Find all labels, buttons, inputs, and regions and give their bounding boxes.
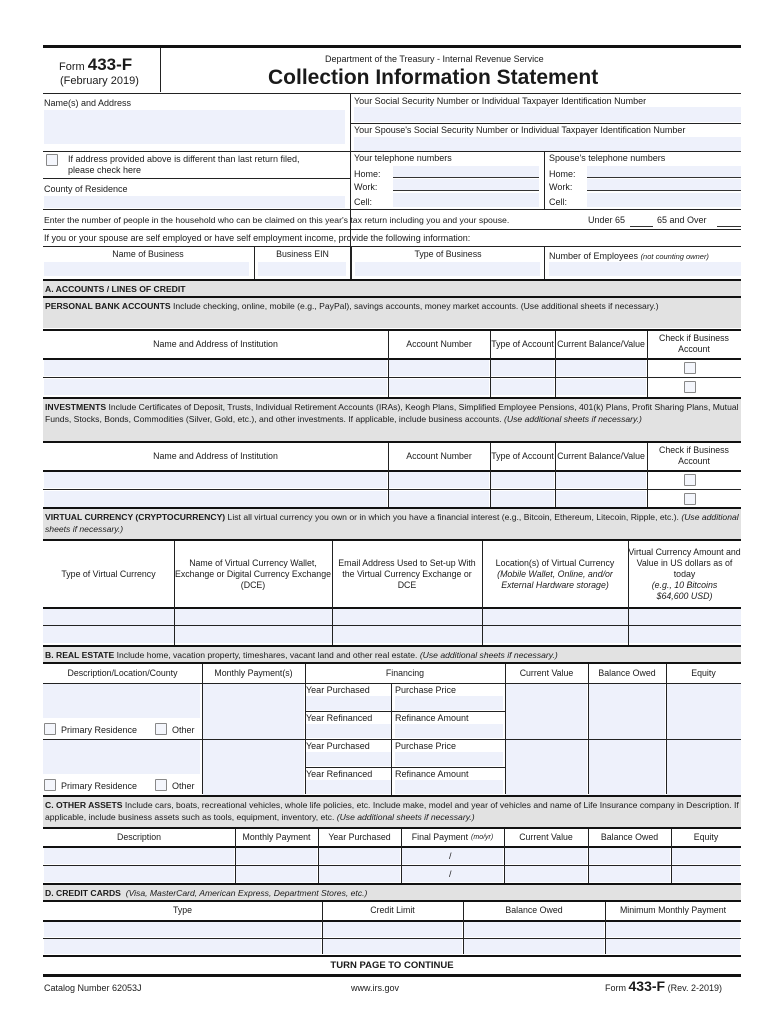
re-year-purchased-label: Year Purchased bbox=[306, 685, 370, 695]
re-year-refinanced-field[interactable] bbox=[306, 780, 391, 794]
date-slash: / bbox=[449, 851, 452, 861]
investments-header bbox=[43, 399, 741, 441]
cc-col-credit-limit: Credit Limit bbox=[370, 905, 415, 915]
spouse-cell-phone-field[interactable] bbox=[587, 193, 741, 207]
divider bbox=[43, 955, 741, 957]
divider bbox=[544, 151, 545, 209]
footer-form-prefix: Form bbox=[605, 983, 626, 993]
divider bbox=[43, 489, 741, 490]
cc-balance-owed-field[interactable] bbox=[464, 922, 604, 937]
oa-current-value-field[interactable] bbox=[505, 848, 587, 864]
address-check-label-2: please check here bbox=[68, 165, 142, 175]
divider bbox=[490, 331, 491, 397]
other-label: Other bbox=[172, 725, 195, 735]
re-year-purchased-field[interactable] bbox=[306, 696, 391, 710]
cc-col-balance-owed: Balance Owed bbox=[505, 905, 563, 915]
divider bbox=[318, 829, 319, 883]
oa-col-final-payment-label: Final Payment bbox=[411, 831, 469, 842]
re-col-financing: Financing bbox=[385, 667, 425, 678]
crypto-table bbox=[43, 541, 741, 645]
real-estate-table bbox=[43, 664, 741, 794]
divider bbox=[628, 541, 629, 645]
divider bbox=[202, 664, 203, 794]
ssn-label: Your Social Security Number or Individual Taxpayer Identification Number bbox=[354, 96, 647, 106]
re-year-purchased-label: Year Purchased bbox=[306, 741, 370, 751]
oa-col-final-payment bbox=[401, 829, 504, 845]
form-prefix: Form bbox=[59, 61, 85, 73]
divider bbox=[391, 684, 392, 739]
spouse-ssn-label: Your Spouse's Social Security Number or Individual Taxpayer Identification Number bbox=[354, 125, 686, 135]
real-estate-header bbox=[43, 647, 741, 662]
investments-desc-italic: (Use additional sheets if necessary.) bbox=[504, 414, 642, 424]
spouse-phone-label: Spouse's telephone numbers bbox=[549, 153, 666, 163]
primary-residence-checkbox[interactable] bbox=[44, 779, 56, 791]
other-checkbox[interactable] bbox=[155, 779, 167, 791]
re-refinance-amount-label: Refinance Amount bbox=[395, 713, 469, 723]
account-type-field[interactable] bbox=[491, 491, 554, 507]
col-account-type: Type of Account bbox=[491, 450, 554, 461]
crypto-col-wallet: Name of Virtual Currency Wallet, Exchange or Digital Currency Exchange (DCE) bbox=[175, 557, 331, 590]
spouse-cell-label: Cell: bbox=[549, 197, 568, 207]
re-description-field[interactable] bbox=[43, 740, 200, 774]
your-home-label: Home: bbox=[354, 169, 381, 179]
catalog-number: Catalog Number 62053J bbox=[44, 983, 142, 993]
divider bbox=[305, 711, 505, 712]
crypto-amount-label: Virtual Currency Amount and Value in US dollars as of today bbox=[628, 546, 741, 579]
your-cell-phone-field[interactable] bbox=[393, 193, 539, 207]
spouse-home-label: Home: bbox=[549, 169, 576, 179]
bank-accounts-table bbox=[43, 331, 741, 397]
self-employed-text: If you or your spouse are self employed or have self employment income, provide the following information: bbox=[44, 233, 471, 243]
oa-col-description-label: Description bbox=[116, 831, 161, 842]
divider bbox=[401, 829, 402, 883]
divider bbox=[332, 541, 333, 645]
divider bbox=[555, 443, 556, 507]
divider bbox=[490, 443, 491, 507]
oa-balance-owed-field[interactable] bbox=[589, 848, 670, 864]
business-ein-label: Business EIN bbox=[276, 249, 329, 259]
cc-credit-limit-field[interactable] bbox=[323, 939, 462, 954]
divider bbox=[305, 767, 505, 768]
other-checkbox[interactable] bbox=[155, 723, 167, 735]
oa-current-value-field[interactable] bbox=[505, 866, 587, 882]
re-balance-owed-field[interactable] bbox=[589, 740, 665, 795]
oa-col-year-purchased-label: Year Purchased bbox=[328, 831, 391, 842]
re-col-description: Description/Location/County bbox=[67, 667, 178, 678]
oa-equity-field[interactable] bbox=[672, 848, 740, 864]
agency-name: Department of the Treasury - Internal Revenue Service bbox=[325, 54, 544, 64]
spouse-work-phone-field[interactable] bbox=[587, 179, 741, 191]
divider bbox=[555, 331, 556, 397]
re-purchase-price-field[interactable] bbox=[395, 752, 503, 766]
oa-col-current-value-label: Current Value bbox=[519, 831, 573, 842]
re-year-refinanced-field[interactable] bbox=[306, 724, 391, 738]
footer-form-number: 433-F bbox=[628, 978, 666, 994]
footer-form-id bbox=[605, 978, 722, 994]
re-year-refinanced-label: Year Refinanced bbox=[306, 713, 373, 723]
turn-page-note: TURN PAGE TO CONTINUE bbox=[330, 960, 454, 971]
divider bbox=[505, 664, 506, 794]
balance-field[interactable] bbox=[556, 472, 646, 488]
institution-field[interactable] bbox=[44, 472, 387, 488]
col-balance: Current Balance/Value bbox=[557, 450, 645, 461]
divider bbox=[588, 664, 589, 794]
divider bbox=[605, 902, 606, 954]
business-name-label: Name of Business bbox=[112, 249, 184, 259]
account-type-field[interactable] bbox=[491, 472, 554, 488]
crypto-title: VIRTUAL CURRENCY (CRYPTOCURRENCY) bbox=[45, 512, 226, 522]
balance-field[interactable] bbox=[556, 491, 646, 507]
divider bbox=[504, 829, 505, 883]
crypto-col-amount bbox=[628, 541, 741, 607]
county-field[interactable] bbox=[44, 196, 345, 208]
oa-monthly-payment-field[interactable] bbox=[236, 866, 317, 882]
investments-desc: Include Certificates of Deposit, Trusts, Individual Retirement Accounts (IRAs), Keogh Plans, Simplified Employee Pensions, 401(k) Plans, Profit Sharing Plans, Mutual Funds, Stocks, Bonds, Commodities (Silver, Gold, etc.), and other investments. If applicable, include business accounts. bbox=[45, 402, 739, 424]
primary-residence-label: Primary Residence bbox=[61, 781, 138, 791]
under65-field[interactable] bbox=[630, 216, 653, 227]
divider bbox=[43, 377, 741, 378]
col-account-number: Account Number bbox=[406, 450, 472, 461]
divider bbox=[235, 829, 236, 883]
institution-field[interactable] bbox=[44, 360, 387, 376]
your-work-label: Work: bbox=[354, 182, 378, 192]
your-phone-label: Your telephone numbers bbox=[354, 153, 452, 163]
divider bbox=[43, 209, 741, 210]
section-a-header: A. ACCOUNTS / LINES OF CREDIT bbox=[43, 281, 741, 296]
your-home-phone-field[interactable] bbox=[393, 166, 539, 178]
divider bbox=[463, 902, 464, 954]
bank-accounts-header bbox=[43, 298, 741, 328]
oa-balance-owed-field[interactable] bbox=[589, 866, 670, 882]
balance-field[interactable] bbox=[556, 379, 646, 395]
re-balance-owed-field[interactable] bbox=[589, 684, 665, 739]
business-account-checkbox[interactable] bbox=[684, 381, 696, 393]
crypto-location-label: Location(s) of Virtual Currency bbox=[495, 557, 615, 568]
cc-credit-limit-field[interactable] bbox=[323, 922, 462, 937]
real-estate-desc-italic: (Use additional sheets if necessary.) bbox=[419, 650, 558, 660]
divider bbox=[43, 178, 350, 179]
oa-col-monthly-payment-label: Monthly Payment bbox=[242, 831, 311, 842]
investments-table bbox=[43, 443, 741, 507]
names-address-field[interactable] bbox=[44, 110, 345, 144]
re-equity-field[interactable] bbox=[667, 684, 741, 739]
oa-equity-field[interactable] bbox=[672, 866, 740, 882]
under65-label: Under 65 bbox=[588, 215, 626, 225]
over65-field[interactable] bbox=[717, 216, 741, 227]
divider bbox=[482, 541, 483, 645]
page-title: Collection Information Statement bbox=[268, 66, 599, 89]
re-refinance-amount-field[interactable] bbox=[395, 780, 503, 794]
oa-final-payment-field[interactable] bbox=[402, 866, 503, 882]
other-label: Other bbox=[172, 781, 195, 791]
divider bbox=[322, 902, 323, 954]
re-monthly-payment-field[interactable] bbox=[203, 684, 304, 739]
business-account-checkbox[interactable] bbox=[684, 493, 696, 505]
account-number-field[interactable] bbox=[389, 379, 489, 395]
bottom-rule bbox=[43, 974, 741, 977]
your-cell-label: Cell: bbox=[354, 197, 373, 207]
col-business-check: Check if Business Account bbox=[659, 333, 729, 354]
business-type-field[interactable] bbox=[355, 262, 540, 276]
institution-field[interactable] bbox=[44, 379, 387, 395]
form-date: (February 2019) bbox=[60, 75, 139, 87]
oa-col-current-value bbox=[504, 829, 588, 845]
cc-type-field[interactable] bbox=[44, 939, 321, 954]
spouse-ssn-field[interactable] bbox=[354, 137, 741, 151]
divider bbox=[305, 664, 306, 794]
divider bbox=[174, 541, 175, 645]
address-check-label: If address provided above is different than last return filed, bbox=[68, 154, 300, 164]
re-year-refinanced-label: Year Refinanced bbox=[306, 769, 373, 779]
balance-field[interactable] bbox=[556, 360, 646, 376]
re-col-monthly-payment: Monthly Payment(s) bbox=[214, 667, 293, 678]
oa-final-payment-field[interactable] bbox=[402, 848, 503, 864]
oa-col-equity-label: Equity bbox=[693, 831, 719, 842]
spouse-work-label: Work: bbox=[549, 182, 573, 192]
form-number: 433-F bbox=[87, 55, 133, 74]
account-type-field[interactable] bbox=[491, 360, 554, 376]
divider bbox=[388, 331, 389, 397]
oa-year-purchased-field[interactable] bbox=[319, 848, 400, 864]
bank-accounts-title: PERSONAL BANK ACCOUNTS bbox=[45, 301, 171, 311]
business-account-checkbox[interactable] bbox=[684, 362, 696, 374]
cc-minimum-payment-field[interactable] bbox=[606, 939, 740, 954]
crypto-location-note: (Mobile Wallet, Online, and/or External Hardware storage) bbox=[497, 568, 613, 590]
your-work-phone-field[interactable] bbox=[393, 179, 539, 191]
business-ein-field[interactable] bbox=[258, 262, 346, 276]
re-col-equity: Equity bbox=[691, 667, 716, 678]
divider bbox=[43, 151, 741, 152]
divider bbox=[647, 443, 648, 507]
irs-website-link[interactable]: www.irs.gov bbox=[351, 983, 400, 993]
cc-type-field[interactable] bbox=[44, 922, 321, 937]
crypto-row-2[interactable] bbox=[43, 626, 741, 643]
other-assets-header bbox=[43, 797, 741, 827]
bank-accounts-desc: Include checking, online, mobile (e.g., PayPal), savings accounts, money market accounts. (Use additional sheets if necessary.) bbox=[170, 301, 659, 311]
divider bbox=[666, 664, 667, 794]
col-account-number: Account Number bbox=[406, 338, 472, 349]
col-institution: Name and Address of Institution bbox=[153, 338, 278, 349]
re-purchase-price-label: Purchase Price bbox=[395, 741, 457, 751]
divider bbox=[588, 829, 589, 883]
employees-label bbox=[549, 251, 709, 261]
names-address-label: Name(s) and Address bbox=[44, 98, 132, 108]
cc-minimum-payment-field[interactable] bbox=[606, 922, 740, 937]
employees-label-text: Number of Employees bbox=[549, 251, 639, 261]
account-number-field[interactable] bbox=[389, 360, 489, 376]
real-estate-title: B. REAL ESTATE bbox=[45, 650, 115, 660]
re-col-balance-owed: Balance Owed bbox=[598, 667, 656, 678]
ssn-field[interactable] bbox=[354, 107, 741, 122]
oa-col-balance-owed-label: Balance Owed bbox=[600, 831, 659, 842]
credit-cards-title: D. CREDIT CARDS bbox=[45, 888, 121, 898]
crypto-col-email: Email Address Used to Set-up With the Virtual Currency Exchange or DCE bbox=[338, 557, 476, 590]
primary-residence-label: Primary Residence bbox=[61, 725, 138, 735]
oa-col-balance-owed bbox=[588, 829, 671, 845]
oa-year-purchased-field[interactable] bbox=[319, 866, 400, 882]
re-current-value-field[interactable] bbox=[506, 740, 587, 795]
re-refinance-amount-label: Refinance Amount bbox=[395, 769, 469, 779]
divider bbox=[43, 229, 741, 230]
footer-revision: (Rev. 2-2019) bbox=[667, 983, 722, 993]
crypto-header bbox=[43, 509, 741, 539]
date-slash: / bbox=[449, 869, 452, 879]
divider bbox=[350, 123, 741, 124]
over65-label: 65 and Over bbox=[657, 215, 707, 225]
employees-field[interactable] bbox=[549, 262, 741, 276]
institution-field[interactable] bbox=[44, 491, 387, 507]
divider bbox=[43, 93, 741, 94]
real-estate-desc: Include home, vacation property, timeshares, vacant land and other real estate. bbox=[114, 650, 420, 660]
account-number-field[interactable] bbox=[389, 472, 489, 488]
col-balance: Current Balance/Value bbox=[557, 338, 645, 349]
cc-balance-owed-field[interactable] bbox=[464, 939, 604, 954]
divider bbox=[671, 829, 672, 883]
crypto-col-location bbox=[482, 541, 628, 607]
business-type-label: Type of Business bbox=[414, 249, 482, 259]
crypto-desc: List all virtual currency you own or in which you have a financial interest (e.g., Bitcoin, Ethereum, Litecoin, Ripple, etc.). bbox=[225, 512, 682, 522]
address-changed-checkbox[interactable] bbox=[46, 154, 58, 166]
oa-col-equity bbox=[671, 829, 741, 845]
business-account-checkbox[interactable] bbox=[684, 474, 696, 486]
other-assets-table bbox=[43, 829, 741, 883]
col-account-type: Type of Account bbox=[491, 338, 554, 349]
oa-description-field[interactable] bbox=[44, 866, 234, 882]
re-monthly-payment-field[interactable] bbox=[203, 740, 304, 795]
oa-col-year-purchased bbox=[318, 829, 401, 845]
cc-col-minimum-payment: Minimum Monthly Payment bbox=[619, 905, 727, 915]
spouse-home-phone-field[interactable] bbox=[587, 166, 741, 178]
credit-cards-header bbox=[43, 885, 741, 900]
crypto-amount-note: (e.g., 10 Bitcoins $64,600 USD) bbox=[651, 579, 718, 601]
other-assets-title: C. OTHER ASSETS bbox=[45, 800, 123, 810]
re-refinance-amount-field[interactable] bbox=[395, 724, 503, 738]
divider bbox=[544, 246, 545, 279]
re-col-current-value: Current Value bbox=[519, 667, 574, 678]
credit-cards-table bbox=[43, 902, 741, 954]
account-type-field[interactable] bbox=[491, 379, 554, 395]
crypto-row-1[interactable] bbox=[43, 609, 741, 625]
oa-description-field[interactable] bbox=[44, 848, 234, 864]
other-assets-desc-italic: (Use additional sheets if necessary.) bbox=[336, 812, 475, 822]
divider bbox=[647, 331, 648, 397]
account-number-field[interactable] bbox=[389, 491, 489, 507]
crypto-desc-italic: (Use additional sheets if necessary.) bbox=[45, 512, 739, 534]
oa-col-monthly-payment bbox=[235, 829, 318, 845]
divider bbox=[43, 246, 741, 247]
re-purchase-price-field[interactable] bbox=[395, 696, 503, 710]
re-equity-field[interactable] bbox=[667, 740, 741, 795]
credit-cards-desc: (Visa, MasterCard, American Express, Department Stores, etc.) bbox=[125, 888, 368, 898]
household-text: Enter the number of people in the household who can be claimed on this year's tax return including you and your spouse. bbox=[44, 215, 510, 225]
re-year-purchased-field[interactable] bbox=[306, 752, 391, 766]
divider bbox=[391, 740, 392, 795]
employees-note: (not counting owner) bbox=[640, 252, 709, 261]
final-payment-note: (mo/yr) bbox=[471, 833, 494, 841]
col-business-check: Check if Business Account bbox=[659, 445, 729, 466]
business-name-field[interactable] bbox=[44, 262, 249, 276]
oa-col-description bbox=[43, 829, 235, 845]
other-assets-desc: Include cars, boats, recreational vehicles, whole life policies, etc. Include make, model and year of vehicles and name of Life Insurance company in Description. If applicable, include business assets such as tools, equipment, inventory, etc. bbox=[45, 800, 739, 822]
divider bbox=[388, 443, 389, 507]
re-description-field[interactable] bbox=[43, 684, 200, 718]
primary-residence-checkbox[interactable] bbox=[44, 723, 56, 735]
crypto-col-type: Type of Virtual Currency bbox=[61, 568, 156, 579]
county-label: County of Residence bbox=[44, 184, 128, 194]
col-institution: Name and Address of Institution bbox=[153, 450, 278, 461]
form-id-box bbox=[43, 48, 161, 92]
re-current-value-field[interactable] bbox=[506, 684, 587, 739]
cc-col-type: Type bbox=[172, 905, 193, 915]
oa-monthly-payment-field[interactable] bbox=[236, 848, 317, 864]
investments-title: INVESTMENTS bbox=[45, 402, 107, 412]
re-purchase-price-label: Purchase Price bbox=[395, 685, 457, 695]
